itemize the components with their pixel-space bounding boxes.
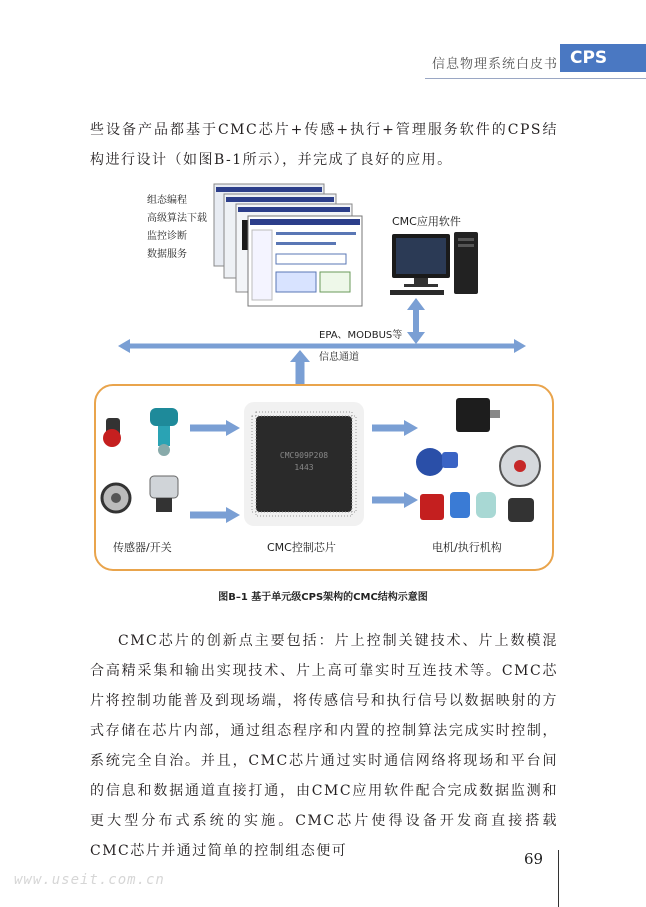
paragraph-intro: 些设备产品都基于CMC芯片+传感+执行+管理服务软件的CPS结构进行设计（如图B-1所示），并完成了良好的应用。: [90, 122, 558, 168]
figure-caption: 图B–1 基于单元级CPS架构的CMC结构示意图: [218, 592, 428, 603]
chip-marking-1: CMC909P208: [279, 451, 329, 460]
software-function-item: 高级算法下载: [147, 213, 207, 224]
software-function-list: [147, 192, 207, 264]
software-windows-graphic: [214, 184, 362, 306]
watermark: www.useit.com.cn: [14, 872, 165, 888]
actuators-label: 电机/执行机构: [432, 541, 502, 554]
page-number: 69: [524, 850, 544, 868]
actuators-graphic: [416, 398, 540, 522]
software-function-item: 数据服务: [147, 249, 187, 260]
channel-label: 信息通道: [319, 352, 359, 363]
chip-marking-2: 1443: [294, 463, 314, 472]
sensors-graphic: [102, 408, 178, 512]
cmc-chip-graphic: [244, 402, 364, 526]
software-function-item: 监控诊断: [147, 231, 187, 242]
page-number-divider: [558, 850, 559, 907]
bus-label: EPA、MODBUS等: [319, 330, 403, 341]
software-function-item: 组态编程: [147, 195, 187, 206]
sensors-label: 传感器/开关: [113, 541, 172, 554]
header-title: 信息物理系统白皮书: [432, 57, 559, 72]
cps-badge: CPS: [560, 44, 646, 72]
paragraph-body: CMC芯片的创新点主要包括：片上控制关键技术、片上数模混合高精采集和输出实现技术、片上高可靠实时互连技术等。CMC芯片将控制功能普及到现场端，将传感信号和执行信号以数据映射的方式存储在芯片内部，通过组态程序和内置的控制算法完成实时控制，系统完全自治。并且，CMC芯片通过实时通信网络将现场和平台间的信息和数据通道直接打通，由CMC应用软件配合完成数据监测和更大型分布式系统的实施。CMC芯片使得设备开发商直接搭载CMC芯片并通过简单的控制组态便可: [90, 633, 558, 859]
header-divider: [425, 78, 646, 79]
computer-graphic: [390, 232, 478, 295]
figure-b1: [90, 180, 560, 575]
cmc-software-label: CMC应用软件: [392, 215, 461, 228]
chip-label: CMC控制芯片: [267, 541, 336, 554]
